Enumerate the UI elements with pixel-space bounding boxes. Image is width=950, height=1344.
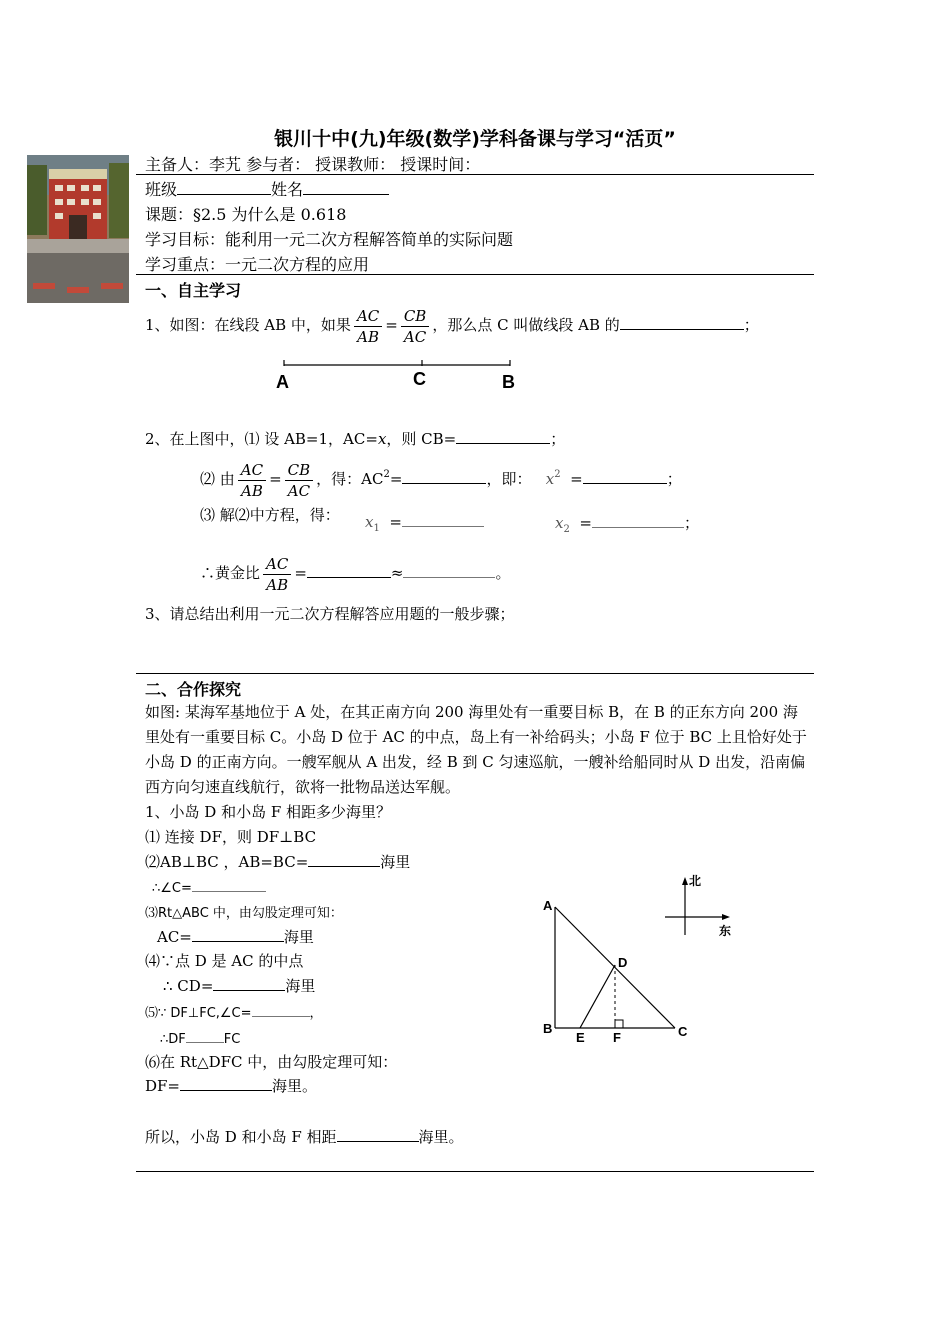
naval-diagram <box>535 865 755 1050</box>
step-4: ⑷∵点 D 是 AC 的中点 <box>145 952 304 970</box>
step-1: ⑴ 连接 DF，则 DF⊥BC <box>145 828 317 846</box>
golden-exact-blank[interactable] <box>307 563 391 578</box>
golden-ratio-line: ∴黄金比 $\frac{AC}{AB}$ = ≈ 。 <box>200 554 511 594</box>
x1-answer: $x_1$ = <box>365 512 484 534</box>
angle-c-blank-2[interactable] <box>252 1002 310 1017</box>
preparer-line: 主备人：李艽 参与者： 授课教师： 授课时间： <box>145 155 481 174</box>
conclusion-blank[interactable] <box>337 1127 419 1142</box>
sub-question-1: 1、小岛 D 和小岛 F 相距多少海里？ <box>145 803 392 821</box>
x2-answer: $x_2$ = ； <box>555 514 699 535</box>
label-e: E <box>576 1030 585 1045</box>
label-d: D <box>618 955 628 970</box>
label-b: B <box>543 1021 553 1036</box>
name-blank[interactable] <box>303 180 389 195</box>
step-2-angle: ∴∠C= <box>152 877 266 896</box>
section2-heading: 二、合作探究 <box>145 680 242 699</box>
learning-focus: 学习重点：一元二次方程的应用 <box>145 255 370 274</box>
x2-blank[interactable] <box>592 513 684 528</box>
question-1: 1、如图：在线段 AB 中，如果 $\frac{AC}{AB}$ = $\frac{CB}{AC}$ ，那么点 C 叫做线段 AB 的 ； <box>145 306 759 346</box>
step-2: ⑵AB⊥BC ，AB=BC= 海里 <box>145 853 411 871</box>
question-3: 3、请总结出利用一元二次方程解答应用题的一般步骤； <box>145 605 515 623</box>
class-name-line <box>145 177 389 200</box>
learning-goal: 学习目标：能利用一元二次方程解答简单的实际问题 <box>145 230 514 249</box>
school-photo <box>27 155 129 303</box>
question-2: 2、在上图中，⑴ 设 AB=1，AC=x，则 CB= ； <box>145 430 566 448</box>
question-2-part-3: ⑶ 解⑵中方程，得： <box>200 506 340 524</box>
divider <box>136 673 814 674</box>
east-arrow-icon <box>722 914 730 920</box>
point-a-label: A <box>276 372 289 392</box>
point-c-label: C <box>413 369 426 389</box>
step-3-ac: AC= 海里 <box>157 928 314 946</box>
golden-approx-blank[interactable] <box>403 563 495 578</box>
label-east: 东 <box>719 924 732 938</box>
label-f: F <box>613 1030 621 1045</box>
df-fc-blank[interactable] <box>186 1028 224 1043</box>
page-title: 银川十中(九)年级(数学)学科备课与学习“活页” <box>274 128 676 150</box>
cd-blank[interactable] <box>213 976 285 991</box>
step-3: ⑶Rt△ABC 中，由勾股定理可知： <box>145 906 343 921</box>
ac-squared-blank[interactable] <box>402 469 486 484</box>
answer-blank-1[interactable] <box>620 315 744 330</box>
x-squared-blank[interactable] <box>583 469 667 484</box>
step-6: ⑹在 Rt△DFC 中，由勾股定理可知： <box>145 1053 398 1071</box>
step-5: ⑸∵ DF⊥FC,∠C= ， <box>145 1002 323 1021</box>
problem-statement: 如图: 某海军基地位于 A 处，在其正南方向 200 海里处有一重要目标 B，在 B 的正东方向 200 海里处有一重要目标 C。小岛 D 位于 AC 的中点，岛上有一补给码头；小岛 F 位于 BC 上且恰好处于小岛 D 的正南方向。一艘军舰从 A 出发，经 B 到 C 匀速巡航，一艘补给船同时从 D 出发，沿南偏西方向匀速直线航行，欲将一批物品送达军舰。 <box>145 703 807 796</box>
section1-heading: 一、自主学习 <box>145 281 242 300</box>
step-6-df: DF= 海里。 <box>145 1077 318 1095</box>
point-b-label: B <box>502 372 515 392</box>
ac-blank[interactable] <box>192 927 284 942</box>
fraction-cb-ac: $\frac{CB}{AC}$ <box>401 306 430 347</box>
df-blank[interactable] <box>180 1076 272 1091</box>
segment-diagram <box>270 358 530 394</box>
label-a: A <box>543 898 553 913</box>
label-c: C <box>678 1024 688 1039</box>
name-label: 姓名 <box>271 180 304 199</box>
divider <box>136 274 814 275</box>
cb-blank[interactable] <box>456 429 550 444</box>
divider <box>136 1171 814 1172</box>
divider <box>136 174 814 175</box>
topic: 课题：§2.5 为什么是 0.618 <box>145 205 347 224</box>
angle-c-blank[interactable] <box>192 877 266 892</box>
step-4-cd: ∴ CD= 海里 <box>163 977 316 995</box>
ab-blank[interactable] <box>308 852 380 867</box>
class-label: 班级 <box>145 180 178 199</box>
question-2-part-2: ⑵ 由 $\frac{AC}{AB}$ = $\frac{CB}{AC}$ ，得：$AC^2=$ ，即： $x^2$ = ； <box>200 460 682 500</box>
conclusion: 所以，小岛 D 和小岛 F 相距 海里。 <box>145 1128 464 1146</box>
class-blank[interactable] <box>177 180 271 195</box>
fraction-ac-ab: $\frac{AC}{AB}$ <box>354 306 382 347</box>
north-arrow-icon <box>682 877 688 885</box>
step-5-relation: ∴DF FC <box>160 1028 240 1047</box>
label-north: 北 <box>689 874 702 888</box>
x1-blank[interactable] <box>402 512 484 527</box>
